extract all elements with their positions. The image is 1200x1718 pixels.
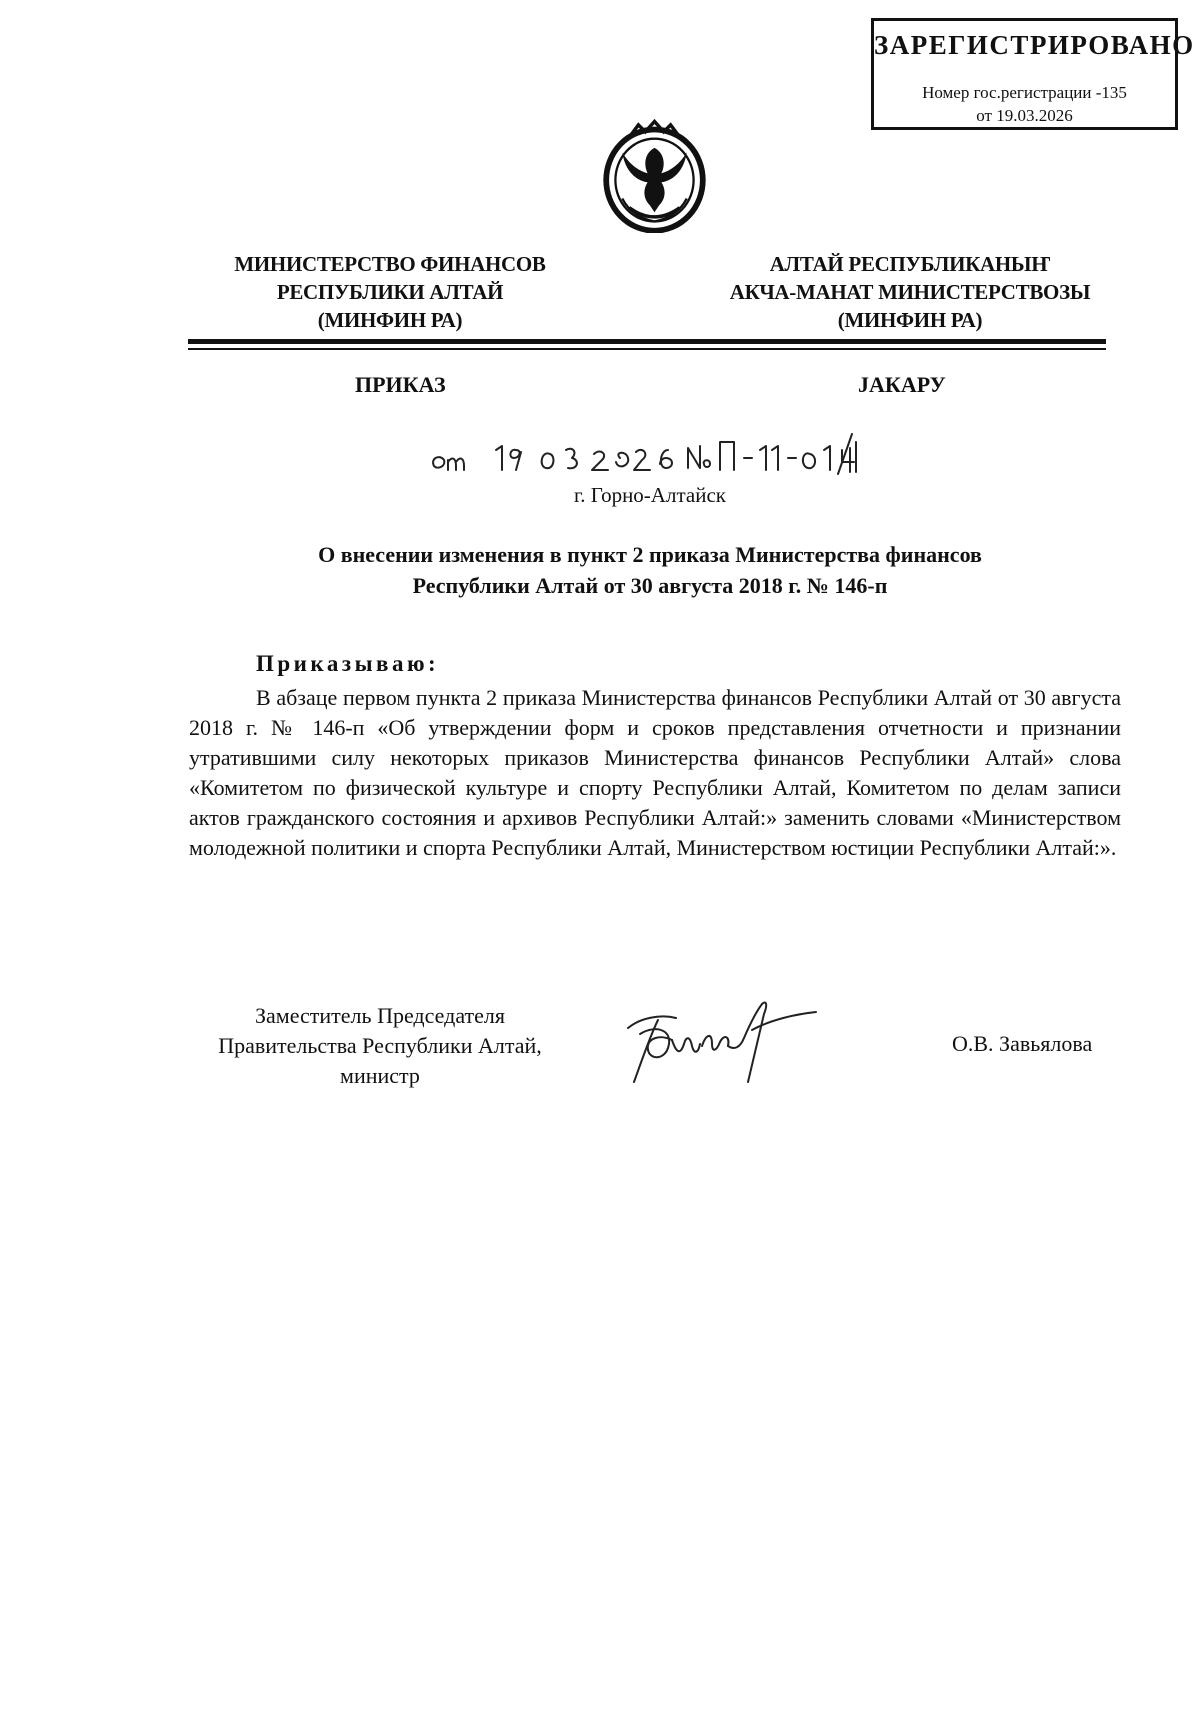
- ministry-line: РЕСПУБЛИКИ АЛТАЙ: [276, 280, 504, 304]
- signer-position-line: министр: [340, 1063, 420, 1088]
- subject-line: О внесении изменения в пункт 2 приказа Министерства финансов: [318, 542, 982, 567]
- signer-name: О.В. Завьялова: [952, 1031, 1093, 1056]
- ministry-name-altai: [700, 250, 1120, 334]
- subject-line: Республики Алтай от 30 августа 2018 г. № 146-п: [412, 573, 888, 598]
- ministry-name-russian: [180, 250, 600, 334]
- handwritten-order-date-number: [430, 428, 860, 480]
- signer-position: [170, 1001, 590, 1091]
- ministry-line: МИНИСТЕРСТВО ФИНАНСОВ: [234, 252, 546, 276]
- ministry-line: (МИНФИН РА): [317, 308, 463, 332]
- coat-of-arms-emblem: [597, 118, 712, 233]
- signer-position-line: Заместитель Председателя: [255, 1003, 505, 1028]
- handwritten-signature: [620, 990, 820, 1100]
- signer-position-line: Правительства Республики Алтай,: [218, 1033, 542, 1058]
- order-body-paragraph: В абзаце первом пункта 2 приказа Министерства финансов Республики Алтай от 30 августа 2018 г. № 146-п «Об утверждении форм и сроков представления отчетности и признании утратившими силу некоторых приказов Министерства финансов Республики Алтай» слова «Комитетом по физической культуре и спорту Республики Алтай, Комитетом по делам записи актов гражданского состояния и архивов Республики Алтай:» заменить словами «Министерством молодежной политики и спорта Республики Алтай, Министерством юстиции Республики Алтай:».: [189, 685, 1121, 860]
- registration-stamp: [871, 18, 1195, 130]
- ministry-line: (МИНФИН РА): [837, 308, 983, 332]
- stamp-reg-number: Номер гос.регистрации -135: [922, 83, 1127, 102]
- order-label-altai: ЈАКАРУ: [858, 372, 946, 397]
- ministry-line: АЛТАЙ РЕСПУБЛИКАНЫҤ: [769, 252, 1051, 276]
- directive-heading: Приказываю:: [256, 651, 440, 676]
- order-label-russian: ПРИКАЗ: [355, 372, 446, 397]
- header-divider-thick: [188, 339, 1106, 344]
- header-divider-thin: [188, 348, 1106, 350]
- stamp-reg-date: от 19.03.2026: [976, 106, 1073, 125]
- ministry-line: АКЧА-МАНАТ МИНИСТЕРСТВОЗЫ: [729, 280, 1091, 304]
- city-name: г. Горно-Алтайск: [574, 483, 726, 507]
- stamp-title: ЗАРЕГИСТРИРОВАНО: [874, 30, 1195, 60]
- order-subject-title: [270, 539, 1030, 601]
